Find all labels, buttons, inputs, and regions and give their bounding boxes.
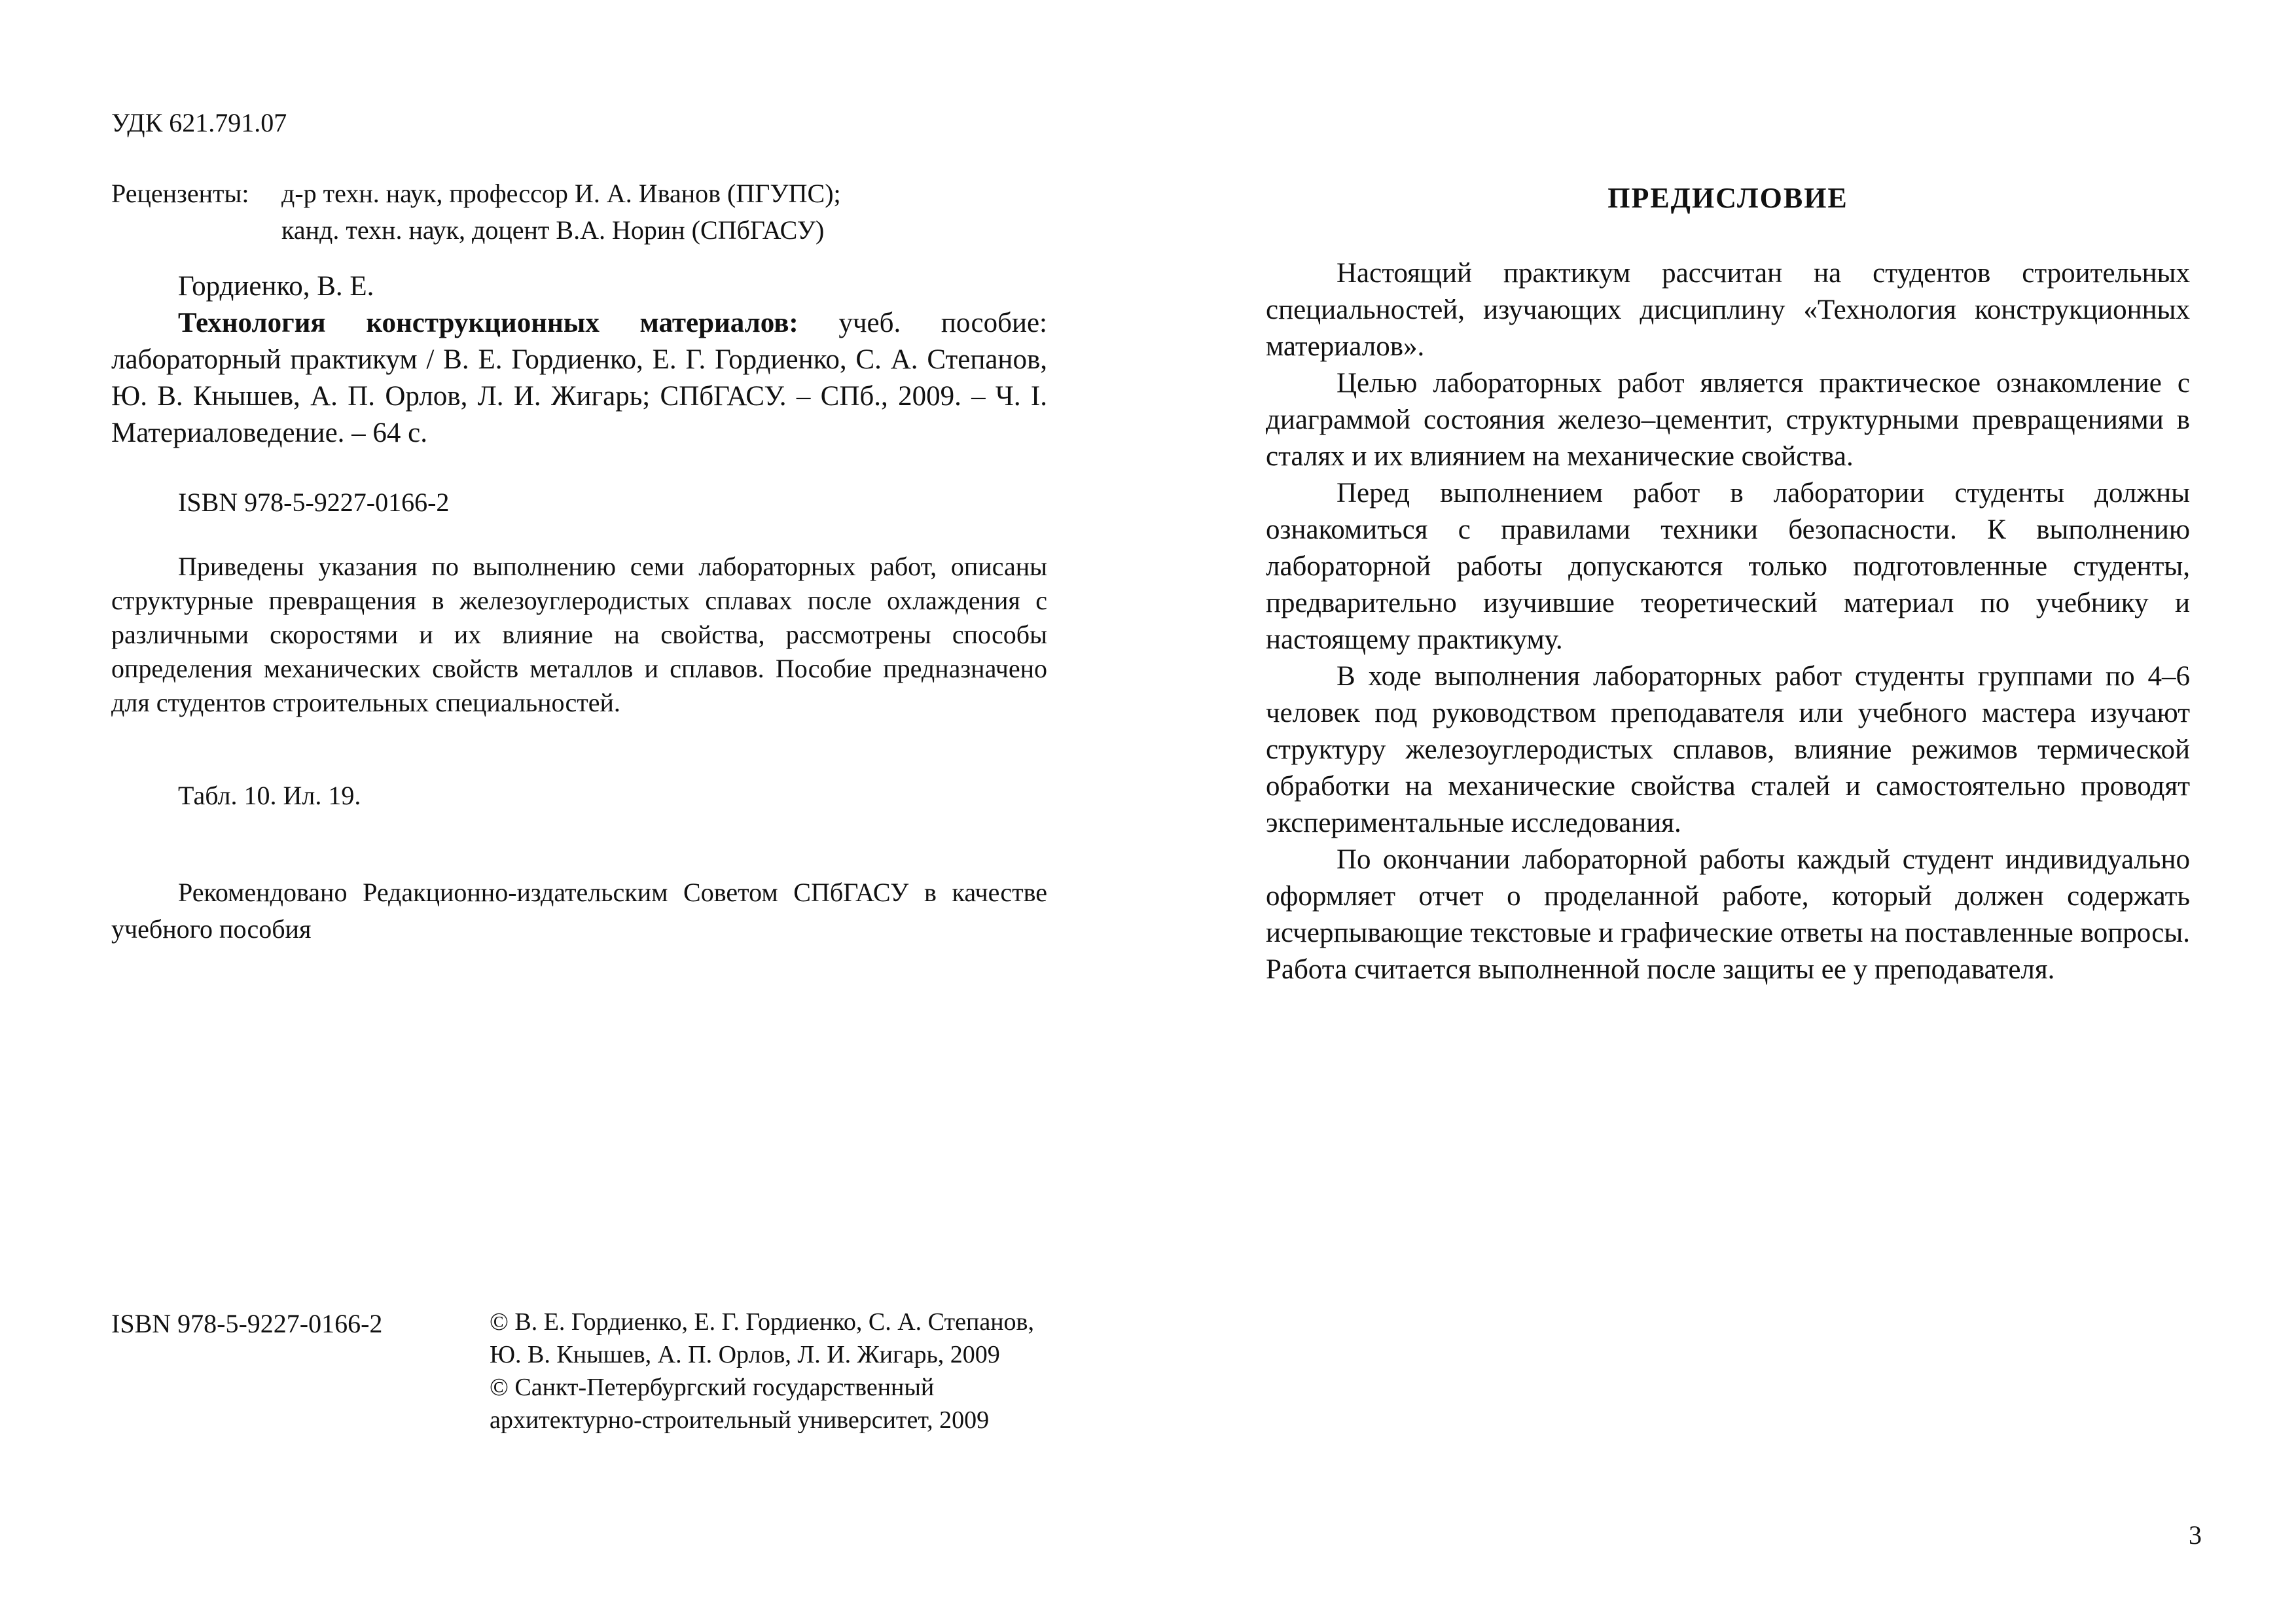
udk-code: УДК 621.791.07 (111, 108, 287, 137)
right-page (1148, 0, 2296, 1623)
author-name: Гордиенко, В. Е. (178, 271, 374, 302)
tables-illustrations: Табл. 10. Ил. 19. (178, 781, 361, 810)
preface-text (1266, 255, 2190, 988)
book-title: Технология конструкционных материалов: (178, 308, 798, 338)
preface-paragraph: По окончании лабораторной работы каждый студент индивидуально оформляет отчет о проделанной работе, который должен содержать исчерпывающие текстовые и графические ответы на поставленные вопросы. Работа считается выполненной после защиты ее у преподавателя. (1266, 844, 2190, 985)
copyright-line: архитектурно-строительный университет, 2009 (490, 1406, 990, 1434)
bibliographic-record (111, 268, 1047, 452)
reviewer-line: д-р техн. наук, профессор И. А. Иванов (ПГУПС); (281, 179, 841, 208)
bottom-isbn: ISBN 978-5-9227-0166-2 (111, 1309, 383, 1338)
preface-heading: ПРЕДИСЛОВИЕ (1607, 182, 1848, 214)
annotation: Приведены указания по выполнению семи лабораторных работ, описаны структурные превращения в железоуглеродистых сплавах после охлаждения с различными скоростями и их влияние на свойства, рассмотрены способы определения механических свойств металлов и сплавов. Пособие предназначено для студентов строительных специальностей. (111, 552, 1047, 717)
copyright-line: © В. Е. Гордиенко, Е. Г. Гордиенко, С. А. Степанов, (490, 1308, 1034, 1336)
isbn: ISBN 978-5-9227-0166-2 (178, 488, 450, 517)
book-details: учеб. пособие: лабораторный практикум / В. Е. Гордиенко, Е. Г. Гордиенко, С. А. Степанов, Ю. В. Кнышев, А. П. Орлов, Л. И. Жигарь; СПбГАСУ. – СПб., 2009. – Ч. I. Материаловедение. – 64 с. (111, 308, 1047, 448)
preface-paragraph: Настоящий практикум рассчитан на студентов строительных специальностей, изучающих дисциплину «Технология конструкционных материалов». (1266, 258, 2190, 362)
preface-paragraph: Целью лабораторных работ является практическое ознакомление с диаграммой состояния железо–цементит, структурными превращениями в сталях и их влиянием на механические свойства. (1266, 368, 2190, 472)
bibliographic-description (111, 305, 1047, 452)
copyright-block (490, 1306, 1079, 1436)
reviewers-label: Рецензенты: (111, 179, 249, 208)
preface-paragraph: В ходе выполнения лабораторных работ студенты группами по 4–6 человек под руководством преподавателя или учебного мастера изучают структуру железоуглеродистых сплавов, влияние режимов термической обработки на механические свойства сталей и самостоятельно проводят экспериментальные исследования. (1266, 661, 2190, 838)
copyright-line: © Санкт-Петербургский государственный (490, 1374, 935, 1401)
page-number: 3 (2189, 1520, 2202, 1550)
recommendation: Рекомендовано Редакционно-издательским Советом СПбГАСУ в качестве учебного пособия (111, 878, 1047, 944)
copyright-line: Ю. В. Кнышев, А. П. Орлов, Л. И. Жигарь, 2009 (490, 1341, 1000, 1368)
reviewer-line: канд. техн. наук, доцент В.А. Норин (СПбГАСУ) (281, 215, 825, 245)
preface-paragraph: Перед выполнением работ в лаборатории студенты должны ознакомиться с правилами техники безопасности. К выполнению лабораторной работы допускаются только подготовленные студенты, предварительно изучившие теоретический материал по учебнику и настоящему практикуму. (1266, 478, 2190, 655)
